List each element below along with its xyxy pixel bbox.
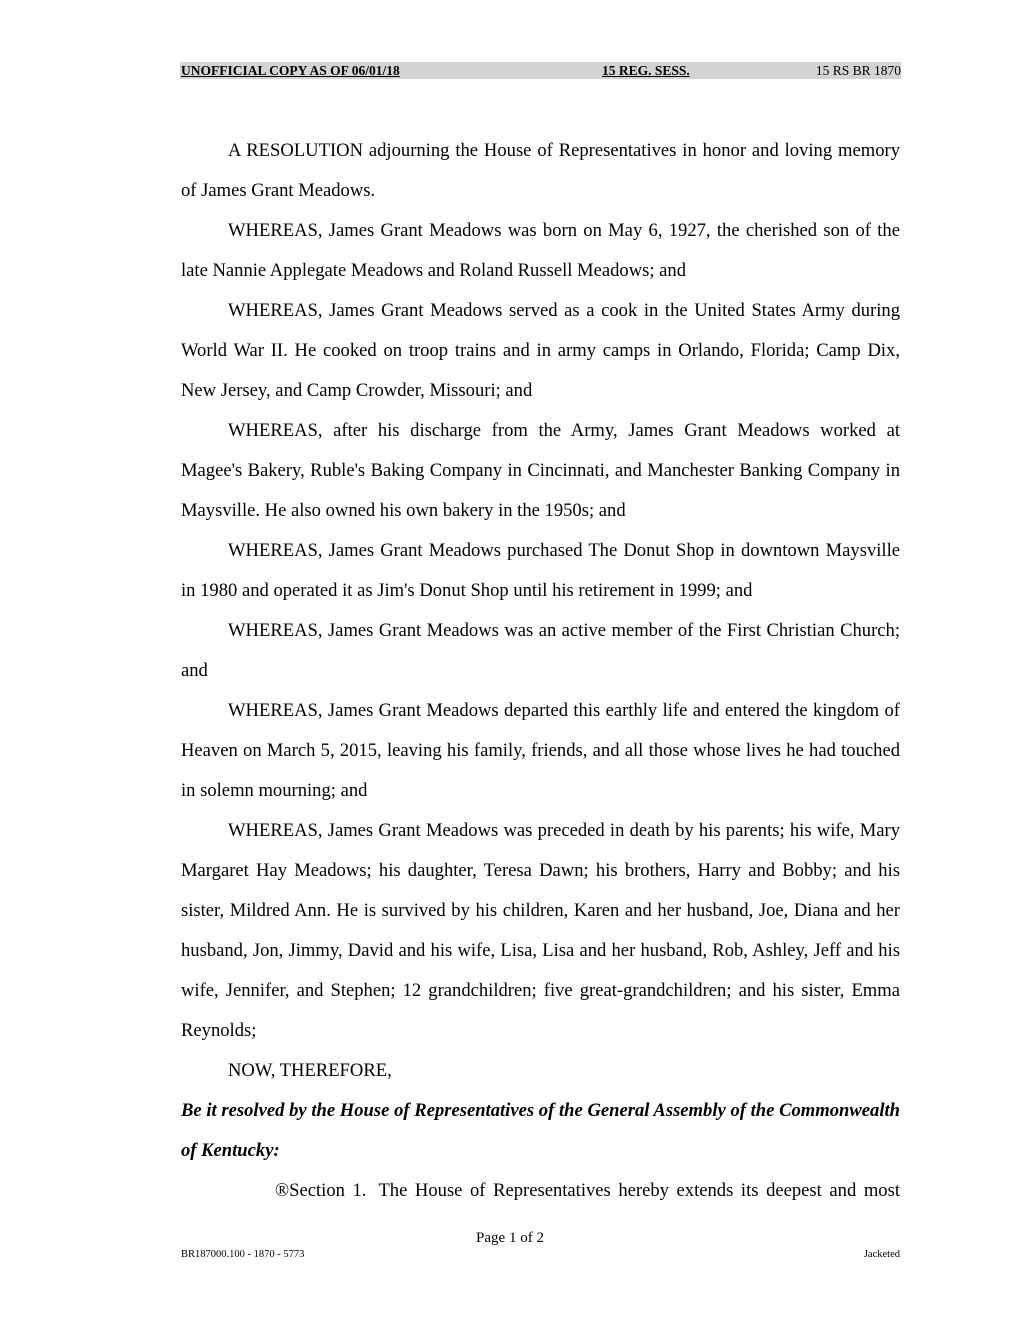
whereas-clause-6: WHEREAS, James Grant Meadows departed this earthly life and entered the kingdom of Heaven on March 5, 2015, leaving his family, friends, and all those whose lives he had touched in solemn mourning; and (181, 700, 900, 801)
resolved-clause: Be it resolved by the House of Representatives of the General Assembly of the Commonwealth of Kentucky: (181, 1100, 900, 1161)
footer-doc-id: BR187000.100 - 1870 - 5773 (181, 1249, 305, 1260)
now-therefore: NOW, THEREFORE, (228, 1060, 392, 1081)
whereas-clause-1: WHEREAS, James Grant Meadows was born on May 6, 1927, the cherished son of the late Nannie Applegate Meadows and Roland Russell Meadows; and (181, 220, 900, 281)
header-bill-number: 15 RS BR 1870 (815, 63, 901, 78)
section-label: Section 1. (289, 1180, 367, 1201)
section-mark-icon: ® (275, 1180, 290, 1201)
whereas-clause-3: WHEREAS, after his discharge from the Army, James Grant Meadows worked at Magee's Bakery, Ruble's Baking Company in Cincinnati, and Manchester Banking Company in Maysville. He also owned his own bakery in the 1950s; and (181, 420, 900, 521)
section-1 (181, 1171, 900, 1211)
section-text: The House of Representatives hereby extends its deepest and most (378, 1180, 900, 1201)
whereas-clause-2: WHEREAS, James Grant Meadows served as a cook in the United States Army during World War II. He cooked on troop trains and in army camps in Orlando, Florida; Camp Dix, New Jersey, and Camp Crowder, Missouri; and (181, 300, 900, 401)
whereas-clause-4: WHEREAS, James Grant Meadows purchased The Donut Shop in downtown Maysville in 1980 and operated it as Jim's Donut Shop until his retirement in 1999; and (181, 540, 900, 601)
footer-status: Jacketed (863, 1249, 900, 1260)
header-copy-status: UNOFFICIAL COPY AS OF 06/01/18 (181, 63, 400, 78)
header-session: 15 REG. SESS. (602, 63, 690, 78)
resolution-title-paragraph: A RESOLUTION adjourning the House of Representatives in honor and loving memory of James Grant Meadows. (181, 140, 900, 201)
whereas-clause-7: WHEREAS, James Grant Meadows was preceded in death by his parents; his wife, Mary Margaret Hay Meadows; his daughter, Teresa Dawn; his brothers, Harry and Bobby; and his sister, Mildred Ann. He is survived by his children, Karen and her husband, Joe, Diana and her husband, Jon, Jimmy, David and his wife, Lisa, Lisa and her husband, Rob, Ashley, Jeff and his wife, Jennifer, and Stephen; 12 grandchildren; five great-grandchildren; and his sister, Emma Reynolds; (181, 820, 900, 1041)
whereas-clause-5: WHEREAS, James Grant Meadows was an active member of the First Christian Church; and (181, 620, 900, 681)
document-header (180, 62, 901, 79)
resolution-body (181, 131, 900, 1211)
page-number: Page 1 of 2 (476, 1230, 544, 1246)
